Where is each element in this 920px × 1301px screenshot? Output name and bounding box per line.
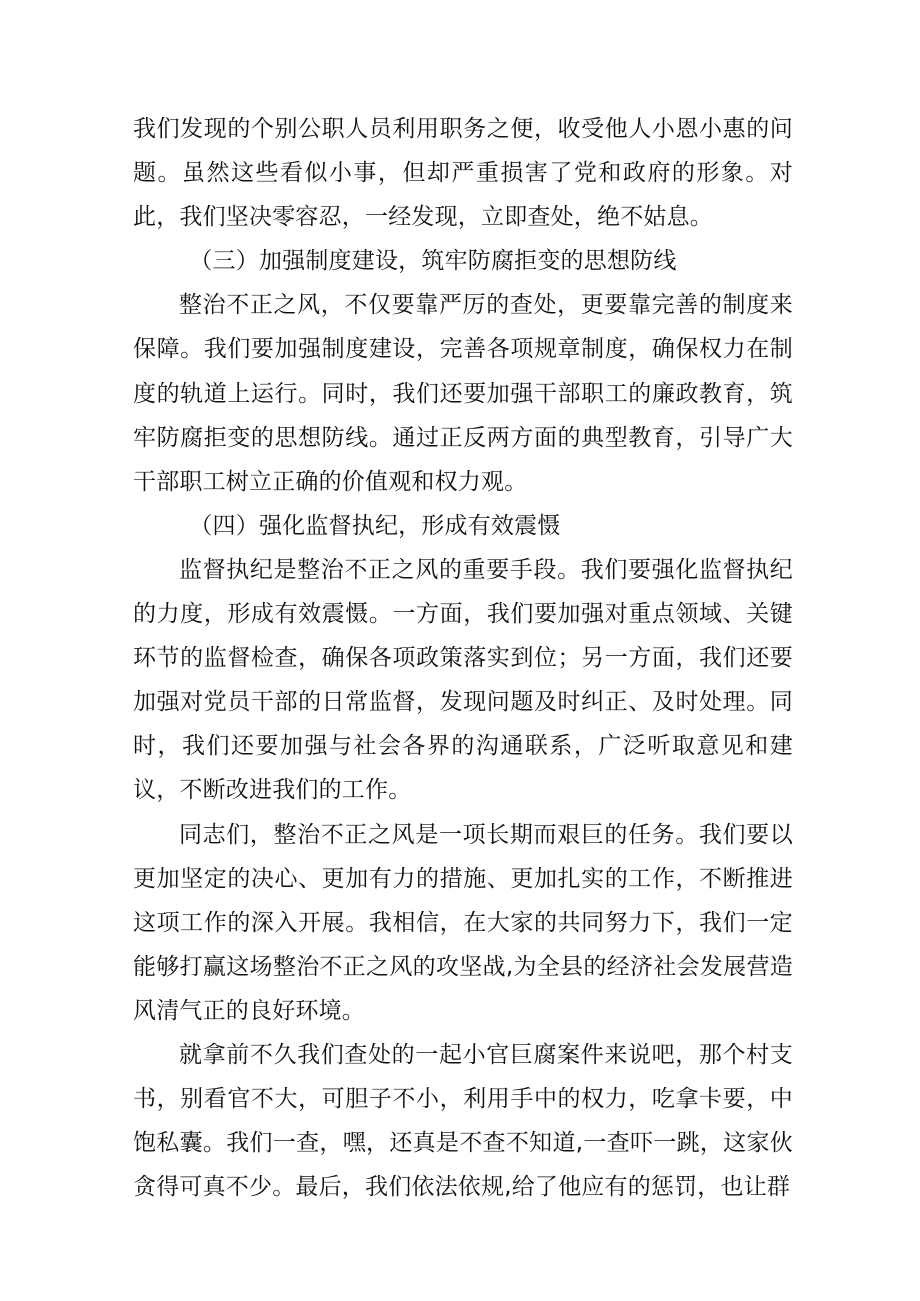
paragraph-institution-building: 整治不正之风，不仅要靠严厉的查处，更要靠完善的制度来保障。我们要加强制度建设，完善各项规章制度，确保权力在制度的轨道上运行。同时，我们还要加强干部职工的廉政教育，筑牢防腐拒变的思想防线。通过正反两方面的典型教育，引导广大干部职工树立正确的价值观和权力观。 [133,292,793,495]
paragraph-supervision: 监督执纪是整治不正之风的重要手段。我们要强化监督执纪的力度，形成有效震慑。一方面，我们要加强对重点领域、关键环节的监督检查，确保各项政策落实到位；另一方面，我们还要加强对党员干部的日常监督，发现问题及时纠正、及时处理。同时，我们还要加强与社会各界的沟通联系，广泛听取意见和建议，不断改进我们的工作。 [133,556,793,804]
section-heading-three: （三）加强制度建设，筑牢防腐拒变的思想防线 [189,248,677,275]
document-body [133,107,793,1209]
paragraph-continuation: 我们发现的个别公职人员利用职务之便，收受他人小恩小惠的问题。虽然这些看似小事，但却严重损害了党和政府的形象。对此，我们坚决零容忍，一经发现，立即查处，绝不姑息。 [133,116,793,231]
paragraph-comrades: 同志们，整治不正之风是一项长期而艰巨的任务。我们要以更加坚定的决心、更加有力的措施、更加扎实的工作，不断推进这项工作的深入开展。我相信，在大家的共同努力下，我们一定能够打赢这场整治不正之风的攻坚战,为全县的经济社会发展营造风清气正的良好环境。 [133,821,793,1024]
paragraph-case-example: 就拿前不久我们查处的一起小官巨腐案件来说吧，那个村支书，别看官不大，可胆子不小，利用手中的权力，吃拿卡要，中饱私囊。我们一查，嘿，还真是不查不知道,一查吓一跳，这家伙贪得可真不少。最后，我们依法依规,给了他应有的惩罚，也让群 [133,1041,793,1201]
section-heading-four: （四）强化监督执纪，形成有效震慑 [189,512,561,539]
